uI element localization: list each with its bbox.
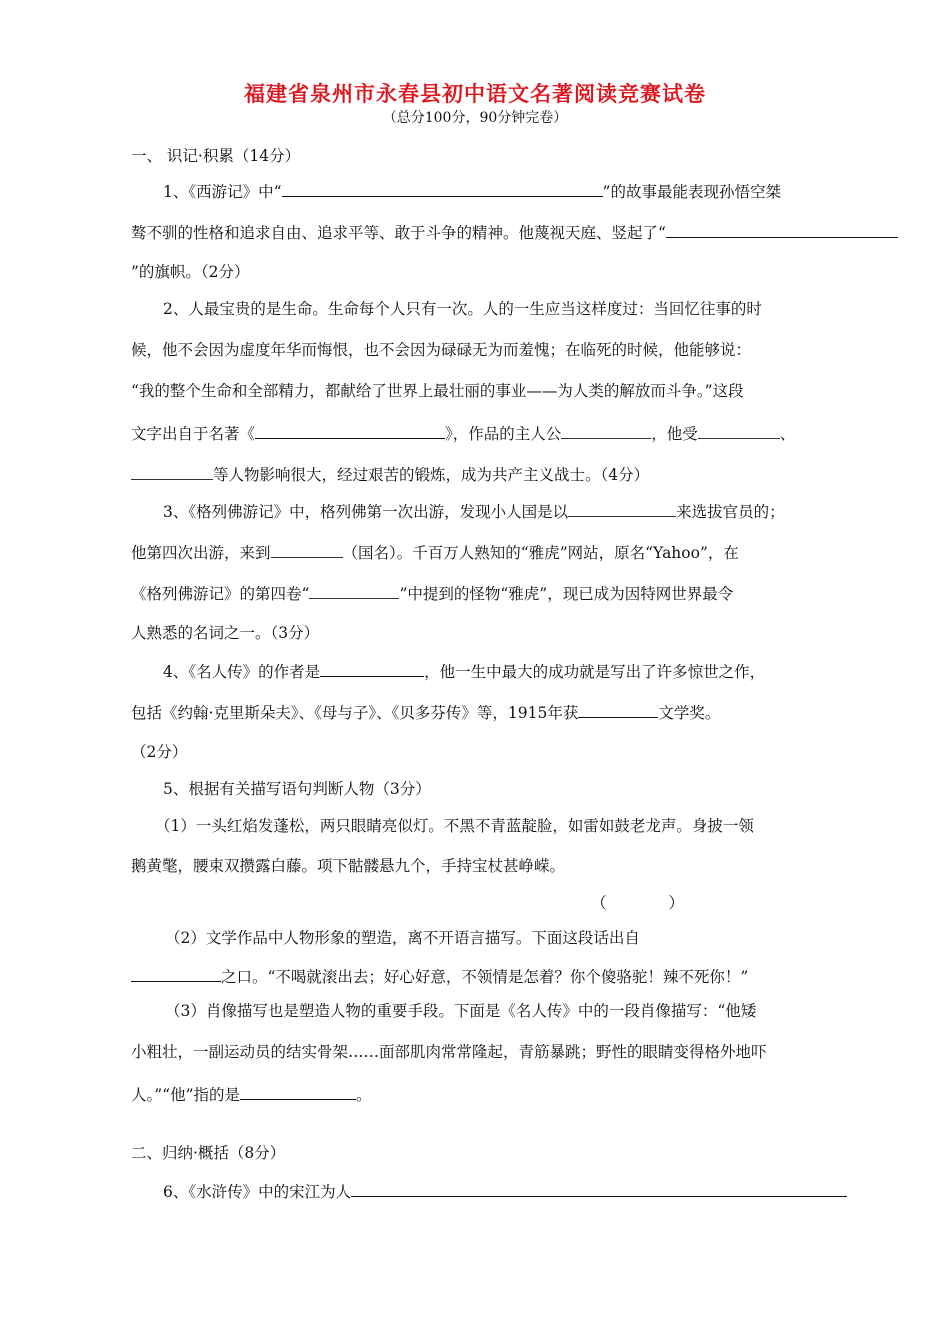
q2-text-d: 、 [779, 425, 796, 443]
q4-line1 [163, 660, 765, 682]
q2-line5 [131, 463, 649, 485]
q4-line3: （2分） [131, 743, 188, 761]
q4-line2 [131, 701, 720, 723]
q4-text-c: 包括《约翰·克里斯朵夫》、《母与子》、《贝多芬传》等，1915年获 [131, 704, 579, 722]
q5-p3-blank[interactable] [240, 1083, 356, 1100]
q3-blank-1[interactable] [568, 500, 676, 517]
q1-line1 [163, 180, 781, 202]
q2-blank-person2[interactable] [131, 463, 213, 480]
q1-blank-1[interactable] [282, 180, 603, 197]
q6-text: 6、《水浒传》中的宋江为人 [163, 1183, 352, 1201]
q5-p2-line1: （2）文学作品中人物形象的塑造，离不开语言描写。下面这段话出自 [165, 929, 640, 947]
q2-line4 [131, 422, 795, 444]
q1-text-c: 骜不驯的性格和追求自由、追求平等、敢于斗争的精神。他蔑视天庭、竖起了“ [131, 224, 666, 242]
paren-close: ） [668, 894, 685, 912]
q1-blank-2[interactable] [666, 221, 898, 238]
q5-p3-line1: （3）肖像描写也是塑造人物的重要手段。下面是《名人传》中的一段肖像描写：“他矮 [165, 1002, 757, 1020]
q2-text-c: ，他受 [651, 425, 698, 443]
q2-blank-hero[interactable] [561, 422, 651, 439]
q4-text-a: 4、《名人传》的作者是 [163, 663, 321, 681]
q2-line1: 2、人最宝贵的是生命。生命每个人只有一次。人的一生应当这样度过：当回忆往事的时 [163, 300, 762, 318]
section2-heading: 二、归纳·概括（8分） [131, 1144, 286, 1162]
q3-text-e: 《格列佛游记》的第四卷“ [131, 585, 310, 603]
q5-p3-line3 [131, 1083, 372, 1105]
q3-line2 [131, 541, 739, 563]
q3-line3 [131, 582, 733, 604]
q5-p3-line2: 小粗壮，一副运动员的结实骨架……面部肌肉常常隆起，青筋暴跳；野性的眼睛变得格外地吓 [131, 1043, 767, 1061]
q5-p3-text-b: 。 [356, 1086, 372, 1104]
exam-subtitle: （总分100分，90分钟完卷） [382, 110, 568, 126]
q3-text-c: 他第四次出游，来到 [131, 544, 271, 562]
q5-heading: 5、根据有关描写语句判断人物（3分） [163, 780, 431, 798]
q2-line3: “我的整个生命和全部精力，都献给了世界上最壮丽的事业——为人类的解放而斗争。”这段 [131, 382, 744, 400]
paren-open: （ [591, 894, 607, 912]
q4-blank-award[interactable] [578, 701, 658, 718]
q1-line2 [131, 221, 898, 243]
q2-text-b: 》，作品的主人公 [445, 425, 562, 443]
q2-text-a: 文字出自于名著《 [131, 425, 256, 443]
q3-text-b: 来选拔官员的； [676, 503, 785, 521]
q1-text-b: ”的故事最能表现孙悟空桀 [602, 183, 781, 201]
q5-p1-answer-parens[interactable] [591, 891, 684, 913]
q2-blank-person1[interactable] [698, 422, 780, 439]
q3-blank-2[interactable] [271, 541, 343, 558]
q3-line4: 人熟悉的名词之一。（3分） [131, 624, 320, 642]
q6-line1 [163, 1180, 847, 1202]
q2-line2: 候，他不会因为虚度年华而悔恨，也不会因为碌碌无为而羞愧；在临死的时候，他能够说： [131, 341, 752, 359]
exam-title: 福建省泉州市永春县初中语文名著阅读竞赛试卷 [244, 81, 706, 106]
q4-blank-author[interactable] [320, 660, 424, 677]
q5-p1-line2: 鹅黄氅，腰束双攒露白藤。项下骷髅悬九个，手持宝杖甚峥嵘。 [131, 857, 566, 875]
q2-text-e: 等人物影响很大，经过艰苦的锻炼，成为共产主义战士。（4分） [213, 466, 650, 484]
section1-heading: 一、 识记·积累（14分） [131, 147, 301, 165]
q5-p3-text-a: 人。”“他”指的是 [131, 1086, 241, 1104]
q1-line3: ”的旗帜。（2分） [131, 263, 250, 281]
q4-text-d: 文学奖。 [658, 704, 721, 722]
q4-text-b: ，他一生中最大的成功就是写出了许多惊世之作， [424, 663, 766, 681]
q3-text-f: ”中提到的怪物“雅虎”，现已成为因特网世界最令 [399, 585, 734, 603]
q3-text-d: （国名）。千百万人熟知的“雅虎”网站，原名“Yahoo”，在 [342, 544, 739, 562]
q3-text-a: 3、《格列佛游记》中，格列佛第一次出游，发现小人国是以 [163, 503, 569, 521]
q6-blank[interactable] [351, 1180, 847, 1197]
q5-p1-line1: （1）一头红焰发蓬松，两只眼睛亮似灯。不黑不青蓝靛脸，如雷如鼓老龙声。身披一领 [155, 817, 754, 835]
q3-line1 [163, 500, 785, 522]
q5-p2-text: 之口。“不喝就滚出去；好心好意，不领情是怎着？你个傻骆驼！辣不死你！” [221, 968, 749, 986]
q3-blank-3[interactable] [309, 582, 399, 599]
q1-text-a: 1、《西游记》中“ [163, 183, 282, 201]
q2-blank-book[interactable] [255, 422, 445, 439]
q5-p2-line2 [131, 965, 748, 987]
q5-p2-blank[interactable] [131, 965, 221, 982]
